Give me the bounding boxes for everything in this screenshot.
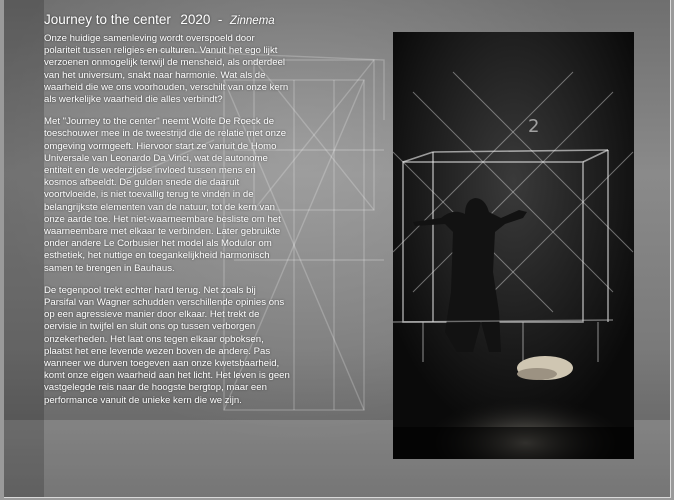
paragraph-3: De tegenpool trekt echter hard terug. Net zoals bij Parsifal van Wagner schudden verschillende opinies ons op een agressieve manier door elkaar. Het trekt de oervisie in twijfel en sluit ons op tussen verborgen onzekerheden. Het laat ons tegen elkaar opboksen, plaatst het ene levende wezen boven de andere. Pas wanneer we durven toegeven aan onze kwetsbaarheid, komt onze eigen waarheid aan het licht. Het leven is geen vastgelegde reis naar de hoogste bergtop, maar een performance vanuit de unieke kern die we zijn. xyxy=(44,284,290,406)
title-year: 2020 xyxy=(180,12,211,27)
paragraph-2: Met "Journey to the center" neemt Wolfe De Roeck de toeschouwer mee in de tweestrijd die de relatie met onze omgeving vormgeeft. Hiervoor start ze vanuit de Homo Universale van Leonardo Da Vinci, wat de autonome entiteit en de wederzijdse invloed tussen mens en kosmos afbeeldt. De gulden snede die daaruit voortvloeide, is niet toevallig terug te vinden in de belangrijkste elementen van de natuur, tot de kern van onze aarde toe. Het niet-waarneembare besliste om het waarneembare met elkaar te verbinden. Later gebruikte onder andere Le Corbusier het model als Modulor om esthetiek, het nuttige en toegankelijkheid harmonisch samen te brengen in Bauhaus. xyxy=(44,116,287,274)
title-separator: - xyxy=(217,12,223,27)
svg-text:2: 2 xyxy=(528,116,540,137)
document-page xyxy=(4,0,671,498)
title-text: Journey to the center xyxy=(44,12,171,27)
paragraph-1: Onze huidige samenleving wordt overspoeld door polariteit tussen religies en culturen. Vanuit het ego lijkt verzoenen onmogelijk terwijl de mensheid, als onderdeel van het universum, snakt naar harmonie. Wat als de waarheid die we ons voorhouden, verschilt van onze kern als werkelijke waarheid die alles verbindt? xyxy=(44,33,289,106)
article-title xyxy=(44,12,290,27)
title-venue: Zinnema xyxy=(229,15,275,27)
article-text xyxy=(44,12,290,417)
performance-photo xyxy=(393,32,634,459)
